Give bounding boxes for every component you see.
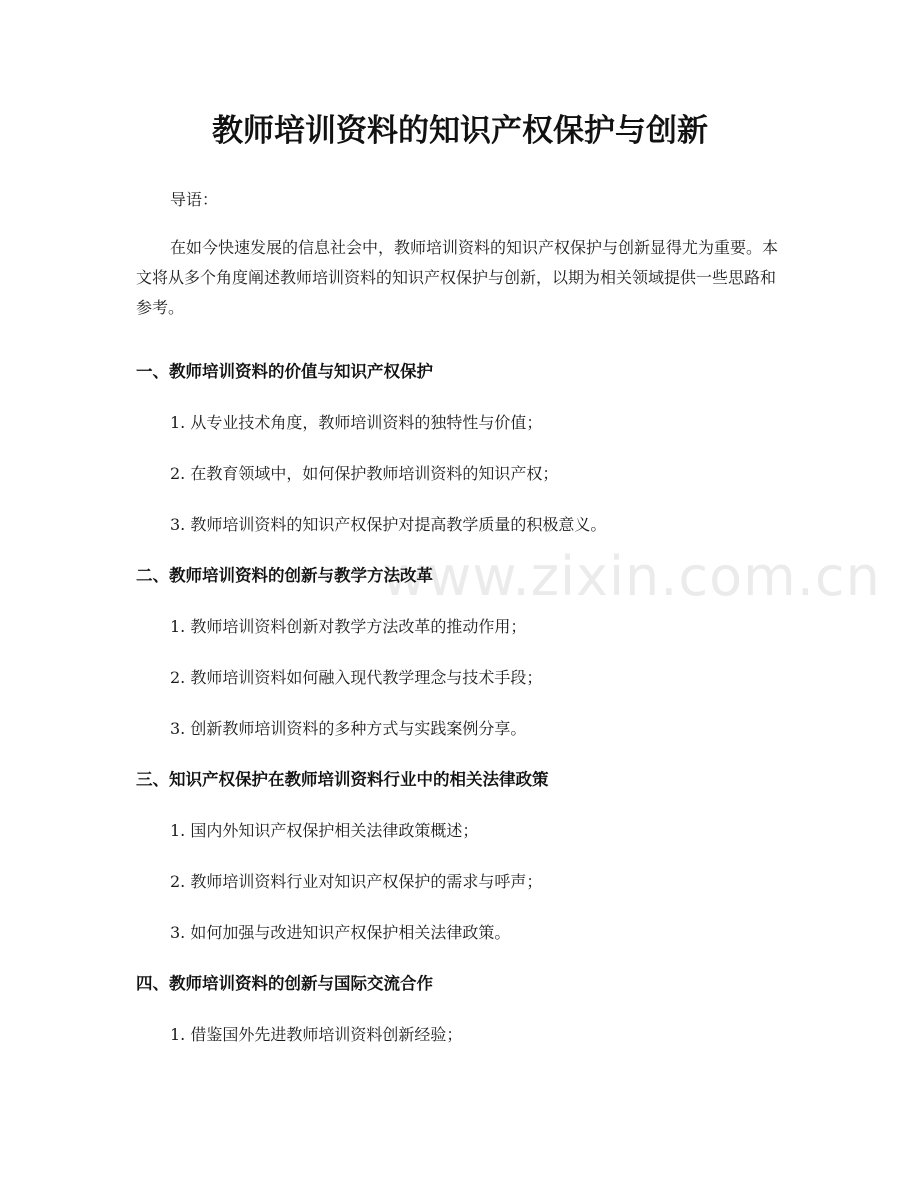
intro-label: 导语：: [170, 190, 219, 209]
list-item: 2. 教师培训资料如何融入现代教学理念与技术手段；: [170, 668, 543, 687]
list-item: 2. 教师培训资料行业对知识产权保护的需求与呼声；: [170, 872, 543, 891]
list-item: 1. 借鉴国外先进教师培训资料创新经验；: [170, 1025, 463, 1044]
list-item: 1. 国内外知识产权保护相关法律政策概述；: [170, 821, 479, 840]
section-heading-1: 一、教师培训资料的价值与知识产权保护: [136, 362, 433, 381]
section-heading-4: 四、教师培训资料的创新与国际交流合作: [136, 974, 433, 993]
list-item: 1. 教师培训资料创新对教学方法改革的推动作用；: [170, 617, 527, 636]
list-item: 1. 从专业技术角度，教师培训资料的独特性与价值；: [170, 413, 543, 432]
section-heading-2: 二、教师培训资料的创新与教学方法改革: [136, 566, 433, 585]
section-heading-3: 三、知识产权保护在教师培训资料行业中的相关法律政策: [136, 770, 549, 789]
document-title: 教师培训资料的知识产权保护与创新: [212, 113, 708, 149]
list-item: 3. 创新教师培训资料的多种方式与实践案例分享。: [170, 719, 527, 738]
list-item: 3. 教师培训资料的知识产权保护对提高教学质量的积极意义。: [170, 515, 607, 534]
intro-paragraph: 在如今快速发展的信息社会中，教师培训资料的知识产权保护与创新显得尤为重要。本文将从多个角度阐述教师培训资料的知识产权保护与创新，以期为相关领域提供一些思路和参考。: [136, 238, 779, 317]
list-item: 3. 如何加强与改进知识产权保护相关法律政策。: [170, 923, 511, 942]
list-item: 2. 在教育领域中，如何保护教师培训资料的知识产权；: [170, 464, 559, 483]
watermark: www.zixin.com.cn: [382, 545, 881, 608]
